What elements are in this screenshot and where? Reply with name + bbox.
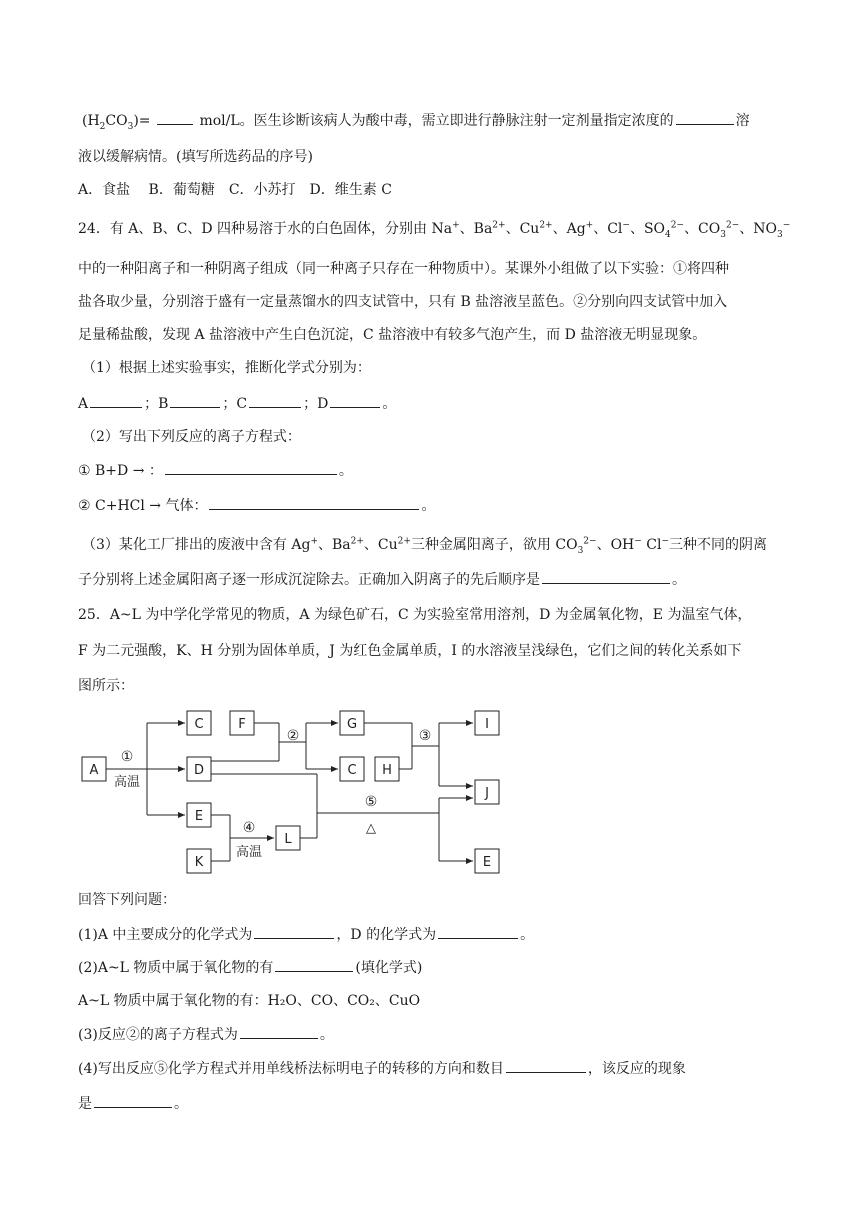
- svg-text:高温: 高温: [235, 845, 263, 860]
- node-K: [187, 849, 211, 873]
- node-E1: [187, 803, 211, 827]
- answer-blank[interactable]: [170, 393, 220, 408]
- svg-text:I: I: [485, 717, 489, 732]
- svg-text:G: G: [346, 717, 358, 732]
- q23-line-1: $(H_2CO_3)= mol/L$。医生诊断该病人为酸中毒，需立即进行静脉注射一定剂量指定浓度的 溶: [82, 110, 750, 132]
- answer-blank[interactable]: [676, 110, 734, 125]
- answer-blank[interactable]: [254, 924, 334, 939]
- q24-part-2: （2）写出下列反应的离子方程式：: [82, 429, 301, 445]
- step-5: ⑤: [364, 794, 378, 810]
- svg-text:F: F: [238, 717, 246, 732]
- svg-text:C: C: [347, 763, 357, 778]
- q25-stem-2: F 为二元强酸，K、H 分别为固体单质，J 为红色金属单质，I 的水溶液呈浅绿色，它们之间的转化关系如下: [78, 643, 742, 659]
- svg-text:高温: 高温: [113, 775, 141, 790]
- q24-stem-3: 盐各取少量，分别溶于盛有一定量蒸馏水的四支试管中，只有 B 盐溶液呈蓝色。②分别向四支试管中加入: [78, 294, 728, 310]
- svg-text:E: E: [482, 855, 492, 870]
- answer-blank[interactable]: [438, 924, 518, 939]
- q24-part-1: （1）根据上述实验事实，推断化学式分别为：: [82, 360, 371, 376]
- step-2: ②: [286, 728, 300, 744]
- answer-blank[interactable]: [249, 393, 301, 408]
- svg-text:H: H: [382, 763, 392, 778]
- q25-sub-2-answer: A~L 物质中属于氧化物的有：H₂O、CO、CO₂、CuO: [78, 993, 421, 1009]
- q24-stem-1: 24．有 A、B、C、D 四种易溶于水的白色固体，分别由 Na+、$Ba^{2+}$、$Cu^{2+}$、Ag+、Cl−、$SO_4^{2-}$、$CO_3^{2-}$、$NO_3^-$: [78, 220, 791, 240]
- q25-sub-1: (1)A 中主要成分的化学式为 ，D 的化学式为 。: [78, 924, 534, 946]
- svg-text:D: D: [193, 763, 205, 778]
- answer-blank[interactable]: [209, 495, 419, 510]
- svg-text:A: A: [89, 763, 99, 778]
- q24-stem-2: 中的一种阳离子和一种阴离子组成（同一种离子只存在一种物质中）。某课外小组做了以下实验：①将四种: [78, 261, 729, 277]
- q23-options: A．食盐 B．葡萄糖 C．小苏打 D．维生素 C: [78, 182, 392, 198]
- node-A: [82, 757, 106, 781]
- answer-blank[interactable]: [90, 393, 142, 408]
- answer-blank[interactable]: [240, 1024, 318, 1039]
- node-C2: [340, 757, 364, 781]
- q23-line-2: 液以缓解病情。(填写所选药品的序号): [78, 149, 313, 165]
- svg-text:J: J: [485, 786, 489, 801]
- q25-answer-prompt: 回答下列问题：: [78, 892, 176, 908]
- svg-text:C: C: [194, 717, 204, 732]
- q25-stem-3: 图所示：: [78, 678, 134, 694]
- node-I: [475, 711, 499, 735]
- svg-text:L: L: [284, 832, 292, 847]
- node-L: [276, 826, 300, 850]
- svg-text:△: △: [366, 821, 376, 836]
- node-J: [475, 780, 499, 804]
- q25-sub-3: (3)反应②的离子方程式为 。: [78, 1024, 334, 1046]
- answer-blank[interactable]: [506, 1058, 586, 1073]
- node-E2: [475, 849, 499, 873]
- answer-blank[interactable]: [157, 110, 193, 125]
- q25-sub-4: (4)写出反应⑤化学方程式并用单线桥法标明电子的转移的方向和数目 ，该反应的现象: [78, 1058, 686, 1080]
- q24-part-2a: ① B+D → ： 。: [78, 460, 353, 482]
- q24-part-2b: ② C+HCl → 气体： 。: [78, 495, 435, 517]
- svg-text:K: K: [194, 855, 204, 870]
- step-1: ①: [120, 749, 134, 765]
- answer-blank[interactable]: [275, 957, 353, 972]
- q24-part-3: （3）某化工厂排出的废液中含有 Ag+、$Ba^{2+}$、$Cu^{2+}$三种金属阳离子，欲用 $CO_3^{2-}$、OH− Cl−三种不同的阴离: [82, 536, 767, 556]
- step-3: ③: [418, 728, 432, 744]
- q24-part-3b: 子分别将上述金属阳离子逐一形成沉淀除去。正确加入阴离子的先后顺序是 。: [78, 569, 686, 591]
- q24-part-1-answers: A ；B ；C ；D 。: [78, 393, 396, 415]
- node-C1: [187, 711, 211, 735]
- node-D: [187, 757, 211, 781]
- answer-blank[interactable]: [542, 569, 670, 584]
- answer-blank[interactable]: [94, 1093, 172, 1108]
- step-4: ④: [242, 820, 256, 836]
- q24-stem-4: 足量稀盐酸，发现 A 盐溶液中产生白色沉淀，C 盐溶液中有较多气泡产生，而 D 盐溶液无明显现象。: [78, 327, 707, 343]
- q25-sub-2: (2)A~L 物质中属于氧化物的有 (填化学式): [78, 957, 422, 979]
- answer-blank[interactable]: [165, 460, 337, 475]
- q25-stem-1: 25．A~L 为中学化学常见的物质，A 为绿色矿石，C 为实验室常用溶剂，D 为金属氧化物，E 为温室气体，: [78, 607, 752, 623]
- node-H: [375, 757, 399, 781]
- svg-text:E: E: [194, 809, 204, 824]
- q25-sub-4b: 是 。: [78, 1093, 188, 1115]
- answer-blank[interactable]: [330, 393, 380, 408]
- node-G: [340, 711, 364, 735]
- node-F: [230, 711, 254, 735]
